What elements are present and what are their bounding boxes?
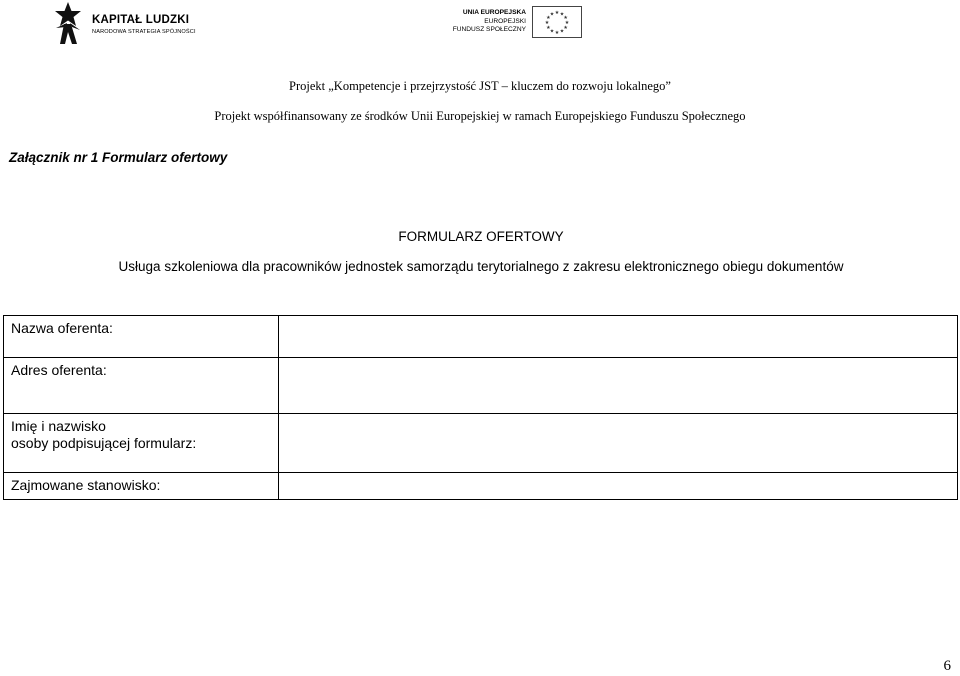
eu-logo-line3: FUNDUSZ SPOŁECZNY <box>452 26 526 34</box>
position-label: Zajmowane stanowisko: <box>4 473 279 500</box>
offeror-name-label: Nazwa oferenta: <box>4 316 279 358</box>
form-row-offeror-address <box>4 358 958 414</box>
kapital-ludzki-logo <box>54 2 194 44</box>
eu-star-icon: ★ <box>546 15 551 21</box>
offer-form-table <box>3 315 958 500</box>
eu-logo-line1: UNIA EUROPEJSKA <box>462 9 526 16</box>
eu-star-icon: ★ <box>563 15 568 21</box>
signatory-label-line2: osoby podpisującej formularz: <box>11 435 197 451</box>
kapital-ludzki-star-figure-icon <box>54 2 84 44</box>
eu-star-icon: ★ <box>564 20 570 26</box>
eu-star-icon: ★ <box>563 25 568 31</box>
offeror-address-label: Adres oferenta: <box>4 358 279 414</box>
eu-efs-logo <box>452 6 584 40</box>
eu-star-icon: ★ <box>554 30 560 36</box>
signatory-label <box>4 414 279 473</box>
form-title: FORMULARZ OFERTOWY <box>398 229 564 244</box>
offeror-name-field[interactable] <box>279 316 958 358</box>
eu-logo-text <box>453 9 526 35</box>
position-field[interactable] <box>279 473 958 500</box>
eu-star-icon: ★ <box>549 28 555 35</box>
eu-star-icon: ★ <box>559 28 565 35</box>
signatory-field[interactable] <box>279 414 958 473</box>
eu-logo-line2: EUROPEJSKI <box>484 17 526 25</box>
form-row-signatory <box>4 414 958 473</box>
eu-star-icon: ★ <box>559 11 565 18</box>
eu-star-icon: ★ <box>546 25 551 31</box>
form-row-position <box>4 473 958 500</box>
project-cofinancing-note: Projekt współfinansowany ze środków Unii Europejskiej w ramach Europejskiego Funduszu Społecznego <box>214 109 746 123</box>
eu-star-icon: ★ <box>554 10 560 16</box>
project-title: Projekt „Kompetencje i przejrzystość JST – kluczem do rozwoju lokalnego” <box>289 79 671 93</box>
form-row-offeror-name <box>4 316 958 358</box>
signatory-label-line1: Imię i nazwisko <box>11 418 106 434</box>
eu-flag-icon <box>532 6 582 38</box>
form-subtitle: Usługa szkoleniowa dla pracowników jednostek samorządu terytorialnego z zakresu elektronicznego obiegu dokumentów <box>118 259 844 274</box>
page-number: 6 <box>943 658 951 674</box>
eu-star-icon: ★ <box>544 20 550 26</box>
logo-kl-name: KAPITAŁ LUDZKI <box>92 14 190 26</box>
logo-kl-subtitle: NARODOWA STRATEGIA SPÓJNOŚCI <box>92 29 196 35</box>
annex-title: Załącznik nr 1 Formularz ofertowy <box>9 150 228 165</box>
offeror-address-field[interactable] <box>279 358 958 414</box>
eu-star-icon: ★ <box>549 11 555 18</box>
